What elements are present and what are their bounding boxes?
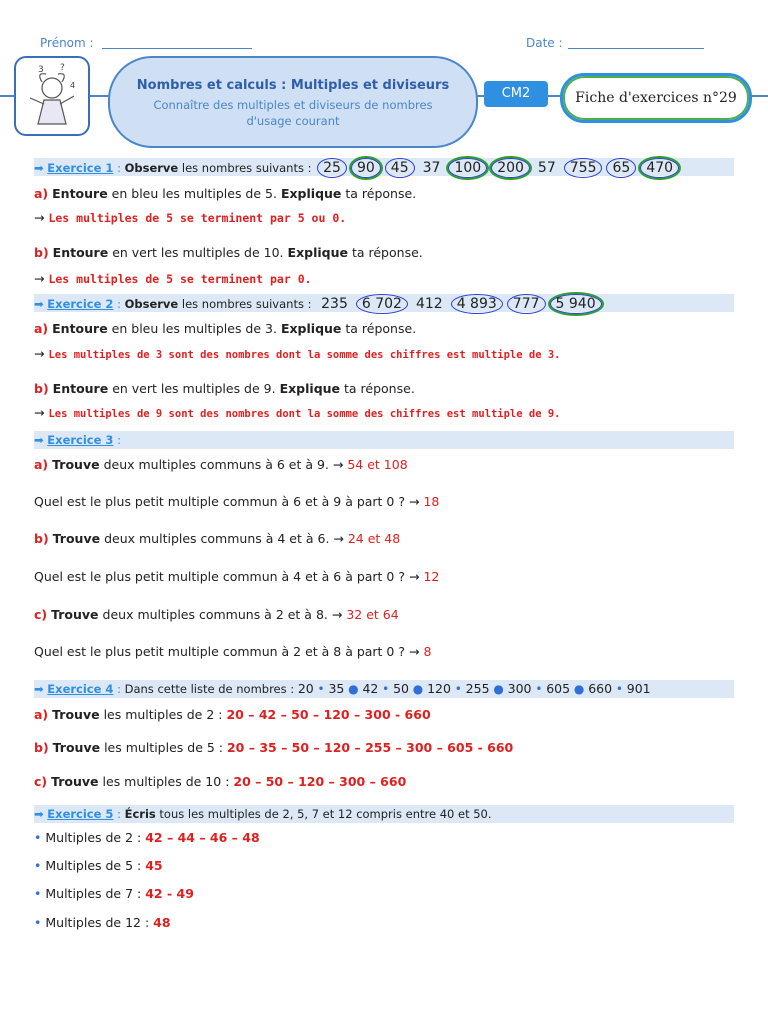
ex5-title: Exercice 5 [47,807,114,821]
ex1-b-answer: → Les multiples de 5 se terminent par 0. [34,271,312,286]
ex1-instr-bold: Observe [124,161,179,175]
arrow-icon: ➡ [34,433,44,447]
ex2-number: 412 [415,296,443,312]
ex4-number: 42 [362,681,379,696]
arrow-icon: ➡ [34,682,44,696]
ex2-number: 235 [321,296,348,312]
ex2-b-answer: → Les multiples de 9 sont des nombres dont la somme des chiffres est multiple de 9. [34,405,561,420]
date-label: Date : [526,36,563,50]
ex4-number: 605 [546,681,571,696]
ex2-title: Exercice 2 [47,297,114,311]
ex4-b: b) Trouve les multiples de 5 : 20 – 35 – 50 – 120 – 255 – 300 – 605 - 660 [34,740,514,755]
ex1-a: a) Entoure en bleu les multiples de 5. Explique ta réponse. [34,186,417,201]
ex2-b: b) Entoure en vert les multiples de 9. Explique ta réponse. [34,381,415,396]
ex1-number: 57 [537,160,556,176]
bullet-dot-icon: • [313,682,329,696]
ex1-band: ➡ Exercice 1 : Observe les nombres suivants : 25 90 45 37 100 200 57 755 65 470 [34,158,734,176]
ex4-number: 660 [588,681,613,696]
ex2-a-answer: → Les multiples de 3 sont des nombres dont la somme des chiffres est multiple de 3. [34,346,561,361]
ex4-title: Exercice 4 [47,682,114,696]
bullet-dot-icon: • [378,682,394,696]
ex2-numbers [315,296,603,312]
page-title: Nombres et calculs : Multiples et diviseurs [136,78,450,93]
fiche-badge: Fiche d'exercices n°29 [560,73,752,123]
arrow-icon: ➡ [34,297,44,311]
ex2-band: ➡ Exercice 2 : Observe les nombres suivants : 235 6 702 412 4 893 777 5 940 [34,294,734,312]
prenom-field[interactable] [102,48,252,49]
arrow-icon: ➡ [34,161,44,175]
bullet-dot-icon: ● [570,682,589,696]
page-subtitle-2: d'usage courant [246,114,340,128]
ex4-numbers [298,681,651,696]
ex4-number: 20 [297,681,314,696]
girl-illustration-icon [16,58,88,134]
ex1-number: 65 [606,158,636,178]
logo [14,56,90,136]
arrow-icon: ➡ [34,807,44,821]
ex1-instr: les nombres suivants : [181,161,312,175]
ex1-a-answer: → Les multiples de 5 se terminent par 5 ou 0. [34,210,347,225]
bullet-dot-icon: ● [408,682,428,696]
ex4-number: 35 [328,681,345,696]
ex1-number: 100 [448,158,487,178]
ex2-number: 5 940 [550,294,602,314]
ex5-item-2: • Multiples de 5 : 45 [34,858,163,873]
ex5-item-4: • Multiples de 12 : 48 [34,915,171,930]
ex2-number: 6 702 [356,294,408,314]
bullet-dot-icon: • [531,682,547,696]
ex3-b: b) Trouve deux multiples communs à 4 et à 6. → 24 et 48 [34,531,401,546]
ex3-title: Exercice 3 [47,433,114,447]
ex2-number: 777 [507,294,546,314]
bullet-dot-icon: • [612,682,627,696]
ex4-c: c) Trouve les multiples de 10 : 20 – 50 – 120 – 300 – 660 [34,774,407,789]
ex5-item-3: • Multiples de 7 : 42 - 49 [34,886,194,901]
svg-text:3: 3 [38,65,44,75]
ex1-b: b) Entoure en vert les multiples de 10. Explique ta réponse. [34,245,423,260]
ex3-a-q: Quel est le plus petit multiple commun à 6 et à 9 à part 0 ? → 18 [34,494,440,509]
ex2-a: a) Entoure en bleu les multiples de 3. Explique ta réponse. [34,321,417,336]
ex3-a: a) Trouve deux multiples communs à 6 et à 9. → 54 et 108 [34,457,408,472]
ex5-band: ➡ Exercice 5 : Écris tous les multiples de 2, 5, 7 et 12 compris entre 40 et 50. [34,805,734,823]
ex4-number: 50 [393,681,409,696]
prenom-label: Prénom : [40,36,94,50]
bullet-dot-icon: ● [344,682,363,696]
ex4-number: 255 [465,681,490,696]
ex4-number: 120 [427,681,451,696]
ex3-band: ➡ Exercice 3 : [34,431,734,449]
ex1-number: 37 [422,160,441,176]
ex3-c-q: Quel est le plus petit multiple commun à 2 et à 8 à part 0 ? → 8 [34,644,432,659]
ex4-number: 901 [626,681,651,696]
ex1-number: 45 [385,158,415,178]
bullet-dot-icon: • [450,682,466,696]
ex1-number: 25 [317,158,347,178]
svg-text:?: ? [60,63,65,73]
ex4-number: 300 [507,681,532,696]
ex1-number: 470 [640,158,679,178]
bullet-dot-icon: ● [489,682,508,696]
date-field[interactable] [568,48,704,49]
ex4-band: ➡ Exercice 4 : Dans cette liste de nombres : 20 • 35 ● 42 • 50 ● 120 • 255 ● 300 • 605 ● 660 • 901 [34,680,734,698]
level-badge: CM2 [484,81,548,107]
ex3-b-q: Quel est le plus petit multiple commun à 4 et à 6 à part 0 ? → 12 [34,569,440,584]
ex1-title: Exercice 1 [47,161,114,175]
page-subtitle-1: Connaître des multiples et diviseurs de nombres [153,98,433,112]
ex1-numbers [315,160,681,176]
ex1-number: 755 [564,158,603,178]
ex3-c: c) Trouve deux multiples communs à 2 et à 8. → 32 et 64 [34,607,399,622]
svg-text:4: 4 [70,81,76,90]
ex5-item-1: • Multiples de 2 : 42 – 44 – 46 – 48 [34,830,260,845]
ex1-number: 90 [351,158,381,178]
title-banner [108,56,478,148]
ex1-number: 200 [491,158,530,178]
ex4-a: a) Trouve les multiples de 2 : 20 – 42 – 50 – 120 – 300 - 660 [34,707,431,722]
ex2-number: 4 893 [451,294,503,314]
